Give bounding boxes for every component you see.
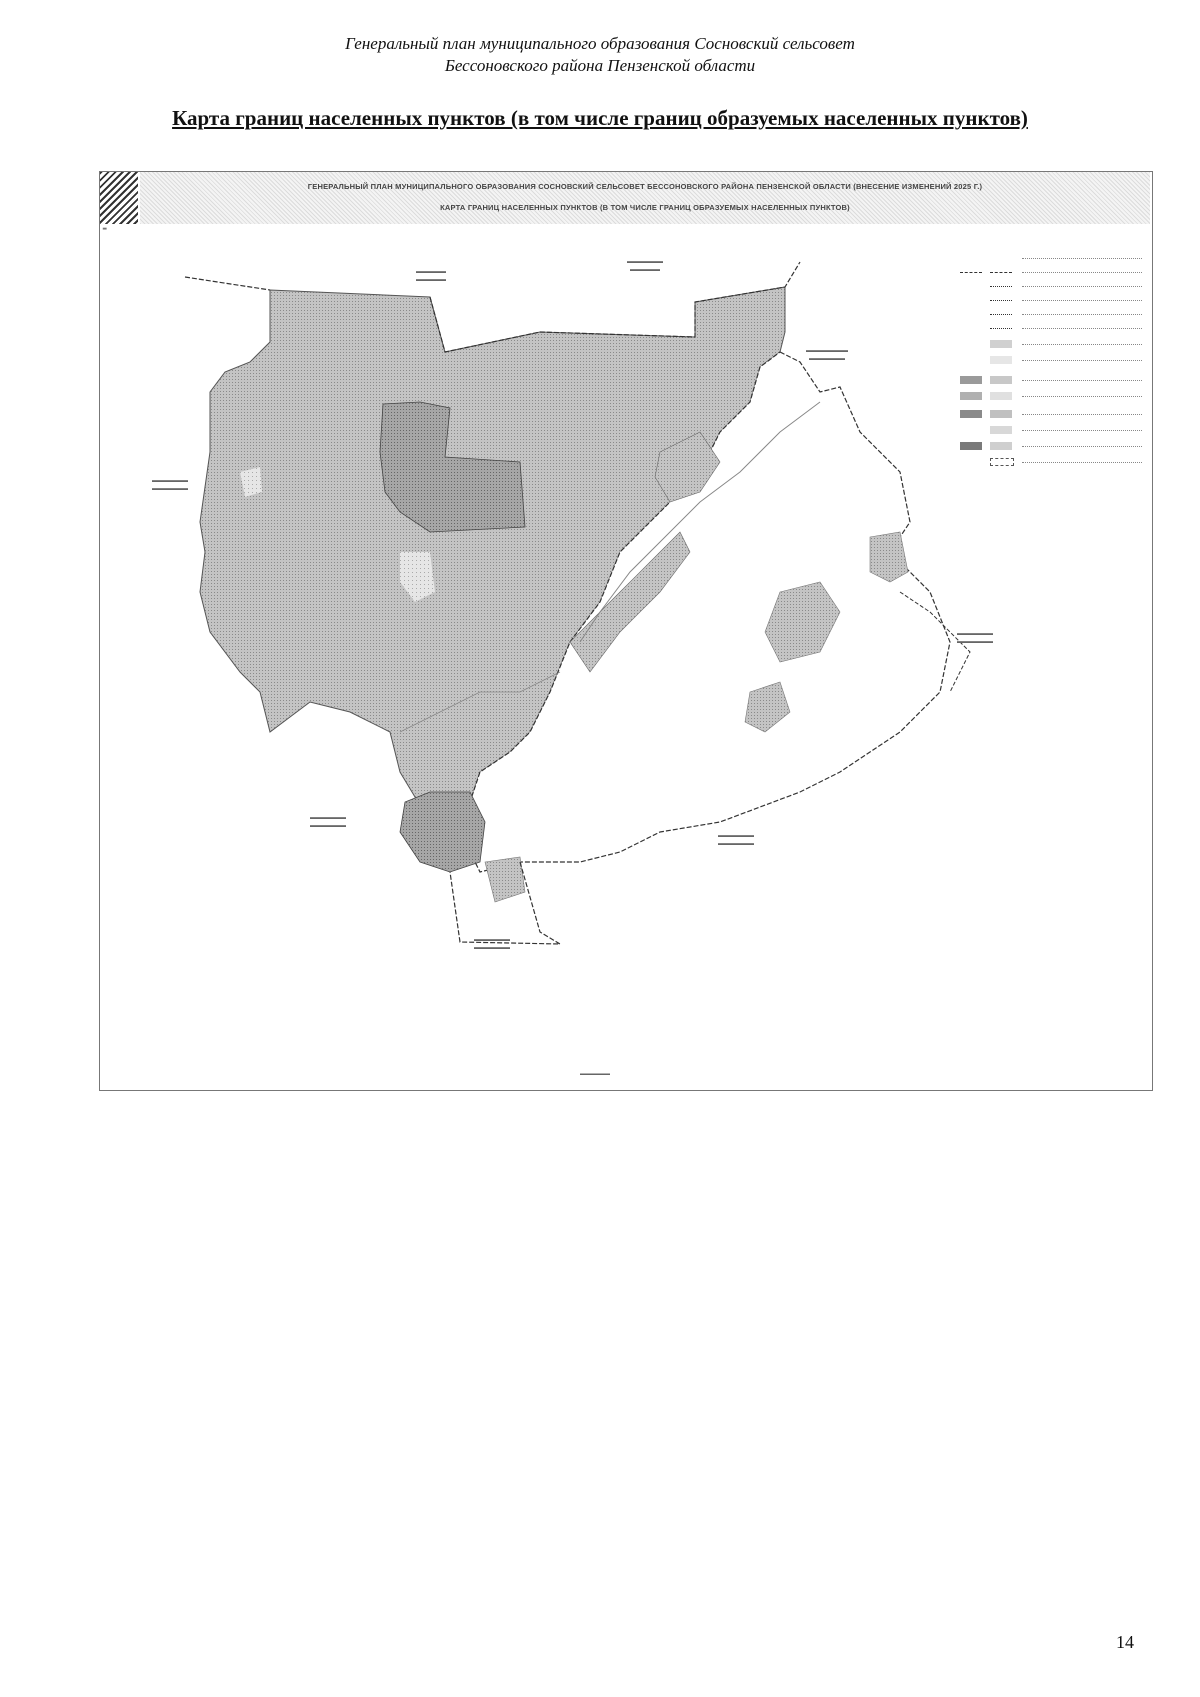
legend-row [960,308,1145,320]
document-title: Карта границ населенных пунктов (в том числе границ образуемых населенных пунктов) [172,106,1028,130]
running-header-line1: Генеральный план муниципального образования Сосновский сельсовет [345,34,855,53]
legend-row [960,294,1145,306]
legend-row [960,338,1145,350]
neighbour-label-south: ▬▬▬▬▬▬ ▬▬▬▬▬▬ [474,937,510,951]
map-figure [99,171,1153,1091]
legend-row [960,266,1145,278]
legend-row [960,456,1145,468]
legend-row [960,390,1145,402]
map-title-line2: КАРТА ГРАНИЦ НАСЕЛЕННЫХ ПУНКТОВ (В ТОМ ЧИСЛЕ ГРАНИЦ ОБРАЗУЕМЫХ НАСЕЛЕННЫХ ПУНКТОВ) [440,203,850,212]
running-header-line2: Бессоновского района Пензенской области [444,56,756,75]
neighbour-label-south-west: ▬▬▬▬▬▬ ▬▬▬▬▬▬ [310,815,346,829]
legend-row [960,322,1145,334]
neighbour-label-north-1: ▬▬▬▬▬ ▬▬▬▬▬ [416,269,446,283]
legend-row [960,440,1145,452]
map-scale-note: ▬▬▬▬▬▬ [580,1071,610,1077]
page-number: 14 [1116,1632,1134,1652]
neighbour-label-south-east: ▬▬▬▬▬▬ ▬▬▬▬▬▬ [718,833,754,847]
territory-south-lobe [400,792,485,872]
legend-row [960,374,1145,386]
legend-row [960,280,1145,292]
legend-row [960,354,1145,366]
neighbour-label-east-2: ▬▬▬▬▬▬ ▬▬▬▬▬▬ [957,631,993,645]
map-side-label: ▮ [102,227,108,230]
neighbour-label-east: ▬▬▬▬▬▬▬ ▬▬▬▬▬▬ [806,348,848,362]
legend-row [960,408,1145,420]
settlement-east-2 [870,532,908,582]
neighbour-label-west: ▬▬▬▬▬▬ ▬▬▬▬▬▬ [152,478,188,492]
legend-row [960,424,1145,436]
neighbour-label-north-2: ▬▬▬▬▬▬ ▬▬▬▬▬ [627,259,663,273]
map-title-line1: ГЕНЕРАЛЬНЫЙ ПЛАН МУНИЦИПАЛЬНОГО ОБРАЗОВАНИЯ СОСНОВСКИЙ СЕЛЬСОВЕТ БЕССОНОВСКОГО РАЙОНА ПЕНЗЕНСКОЙ ОБЛАСТИ (ВНЕСЕНИЕ ИЗМЕНЕНИЙ 2025 Г.) [307,182,983,191]
settlement-south-1 [485,857,525,902]
legend-row [960,252,1145,264]
